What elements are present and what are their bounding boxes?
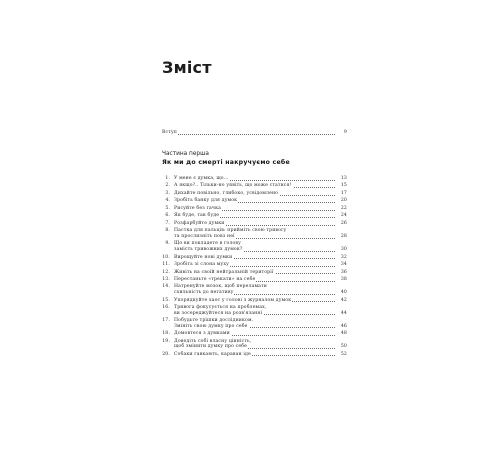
toc-entry[interactable]	[162, 176, 347, 182]
toc-entry[interactable]	[162, 277, 347, 283]
toc-entry-number: 19.	[162, 338, 170, 344]
toc-entry[interactable]	[162, 262, 347, 268]
toc-entry-page: 32	[340, 254, 347, 260]
toc-entry-number: 10.	[162, 254, 170, 260]
toc-entry-page: 40	[340, 290, 347, 296]
toc-entry-number: 11.	[162, 262, 170, 268]
toc-entry[interactable]	[162, 198, 347, 204]
part-title: Як ми до смерті накручуємо себе	[162, 159, 290, 166]
toc-entry-title: схильність до негативу	[174, 290, 234, 296]
toc-entry-page: 24	[340, 213, 347, 219]
toc-entry-title: Дихайте повільно, глибоко, усвідомлено	[174, 190, 279, 196]
toc-entry[interactable]	[162, 270, 347, 276]
toc-entry-page: 28	[340, 233, 347, 239]
toc-entry-number: 18.	[162, 331, 170, 337]
toc-entry-title: замість тривожних думок?	[174, 247, 243, 253]
toc-entry-number: 15.	[162, 297, 170, 303]
toc-entry-number: 8.	[165, 228, 170, 234]
toc-entry[interactable]	[162, 241, 347, 252]
toc-entry-page: 30	[340, 247, 347, 253]
toc-entry-page: 15	[340, 183, 347, 189]
toc-entry-page: 44	[340, 310, 347, 316]
toc-entry-title: Змініть свою думку про себе	[174, 323, 248, 329]
toc-entry[interactable]	[162, 183, 347, 189]
toc-entry-title: Перестаньте «трекати» на себе	[174, 277, 256, 282]
toc-intro-title: Вступ	[162, 130, 178, 135]
toc-entry-title: Собаки гавкають, караван іде	[174, 351, 251, 357]
toc-entry-title: та прослизніть повз неї	[174, 233, 235, 239]
toc-entry-number: 4.	[165, 198, 170, 204]
toc-entry[interactable]	[162, 331, 347, 337]
toc-entry-page: 50	[340, 344, 347, 350]
toc-entry-title: Рисуйте без гачка	[174, 205, 222, 211]
toc-intro-page: 9	[343, 130, 347, 135]
toc-entry-number: 6.	[165, 213, 170, 219]
toc-entry-number: 3.	[165, 190, 170, 196]
toc-entry-title: Упорядкуйте хаос у голові з журналом думок	[174, 297, 292, 303]
toc-entry-page: 36	[340, 269, 347, 275]
toc-entry-page: 34	[340, 262, 347, 268]
toc-entry-page: 26	[340, 220, 347, 226]
toc-entry-page: 17	[340, 190, 347, 196]
toc-entry-title: Зробіть зі слона муху	[174, 262, 229, 268]
toc-entry-page: 20	[340, 198, 347, 204]
toc-entry-title: Що ви покладете в голову	[174, 241, 241, 247]
toc-entry-page: 48	[340, 331, 347, 337]
part-label: Частина перша	[162, 151, 209, 157]
toc-entry-page: 38	[340, 277, 347, 282]
dot-leader	[162, 134, 335, 135]
toc-entry-page: 13	[340, 176, 347, 181]
toc-entry-title: Тривога фокусується на проблемах,	[174, 305, 267, 311]
toc-entry-number: 13.	[162, 277, 170, 282]
toc-entry[interactable]	[162, 255, 347, 261]
page-title: Зміст	[162, 58, 212, 77]
toc-entry-number: 17.	[162, 318, 170, 324]
toc-entry[interactable]	[162, 228, 347, 239]
toc-entry-title: щоб змінити думку про себе	[174, 344, 248, 350]
toc-entry-page: 42	[340, 297, 347, 303]
toc-entry-title: Як буде, так буде	[174, 213, 220, 219]
toc-entry-title: Домовтеся з думками	[174, 331, 230, 337]
toc-entry-title: У мене є думка, що...	[174, 176, 229, 181]
toc-entry-title: Натренуйте мозок, щоб переламати	[174, 284, 267, 290]
toc-entry-title: Доведіть собі власну цінність,	[174, 338, 252, 344]
toc-entry-title: Розфарбуйте думки	[174, 220, 225, 226]
toc-entry-number: 1.	[165, 176, 170, 181]
toc-entry[interactable]	[162, 191, 347, 197]
toc-entry[interactable]	[162, 339, 347, 350]
toc-entry-number: 20.	[162, 351, 170, 357]
toc-list	[162, 176, 347, 359]
toc-entry[interactable]	[162, 213, 347, 219]
toc-entry-title: Пастка для пальців: прийміть свою тривогу	[174, 228, 287, 234]
toc-entry-number: 5.	[165, 205, 170, 211]
toc-entry[interactable]	[162, 305, 347, 316]
toc-entry-title: А якщо?.. Тільки-но уявіть, що може статися!	[174, 183, 292, 189]
toc-entry[interactable]	[162, 284, 347, 295]
toc-entry-title: ви зосереджуйтеся на розв'язанні	[174, 310, 263, 316]
toc-entry-title: Вирощуйте нові думки	[174, 254, 233, 260]
toc-entry-number: 2.	[165, 183, 170, 189]
toc-entry-title: Живіть на своїй нейтральній території	[174, 269, 274, 275]
toc-entry-number: 16.	[162, 305, 170, 311]
toc-entry-page: 52	[340, 351, 347, 357]
toc-entry-number: 12.	[162, 269, 170, 275]
toc-entry[interactable]	[162, 298, 347, 304]
toc-entry-number: 9.	[165, 241, 170, 247]
toc-entry[interactable]	[162, 206, 347, 212]
toc-entry-number: 14.	[162, 284, 170, 290]
toc-entry-number: 7.	[165, 220, 170, 226]
toc-entry[interactable]	[162, 352, 347, 358]
toc-entry-title: Побудьте трішки дослідником.	[174, 318, 254, 324]
toc-entry-title: Зробіть банку для думок	[174, 198, 238, 204]
toc-entry-page: 46	[340, 323, 347, 329]
toc-entry[interactable]	[162, 318, 347, 329]
toc-entry-page: 22	[340, 205, 347, 211]
toc-entry[interactable]	[162, 221, 347, 227]
toc-intro[interactable]	[162, 130, 347, 136]
